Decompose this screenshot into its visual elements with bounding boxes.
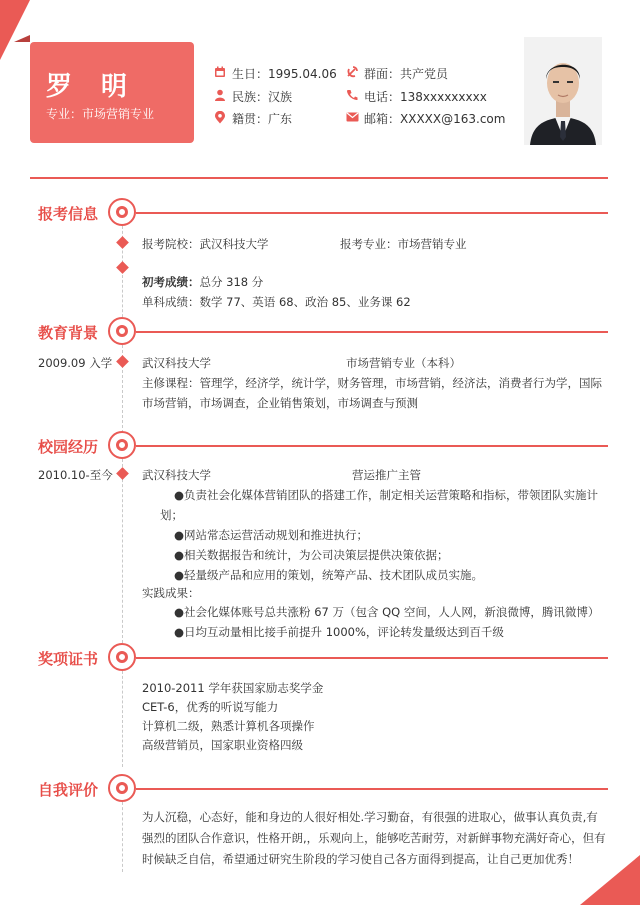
- timeline-diamond-icon: [116, 236, 129, 249]
- phone-icon: [344, 89, 360, 104]
- profile-photo: [524, 37, 602, 145]
- party-emblem-icon: [344, 66, 360, 81]
- candidate-name: 罗 明: [46, 72, 138, 102]
- campus-result-item: ●日均互动量相比接手前提升 1000%，评论转发量级达到百千级: [174, 625, 504, 639]
- timeline-diamond-icon: [116, 261, 129, 274]
- party-info: 群面：共产党员: [344, 65, 448, 82]
- header-divider: [30, 177, 608, 179]
- timeline-diamond-icon: [116, 467, 129, 480]
- section-marker-icon: [108, 643, 136, 671]
- campus-duty-item: ●网站常态运营活动规划和推进执行；: [174, 528, 369, 542]
- location-icon: [212, 111, 228, 127]
- education-school: 武汉科技大学: [142, 356, 211, 370]
- exam-score: 初考成绩：总分 318 分: [142, 275, 264, 289]
- corner-decoration-bottom-right: [580, 855, 640, 905]
- campus-results-label: 实践成果：: [142, 586, 200, 600]
- section-title-education: 教育背景: [38, 324, 99, 342]
- self-eval-line: 时候缺乏自信，希望通过研究生阶段的学习使自己各方面得到提高，让自己更加优秀！: [142, 852, 579, 866]
- birthday-info: 生日：1995.04.06: [212, 65, 337, 82]
- section-title-awards: 奖项证书: [38, 650, 99, 668]
- campus-duty-item: 划；: [160, 508, 183, 522]
- ribbon-fold: [14, 35, 30, 42]
- section-line: [136, 657, 608, 659]
- section-line: [136, 788, 608, 790]
- timeline-diamond-icon: [116, 355, 129, 368]
- exam-subject-scores: 单科成绩：数学 77、英语 68、政治 85、业务课 62: [142, 295, 411, 309]
- education-courses-line2: 市场营销，市场调查，企业销售策划，市场调查与预测: [142, 396, 418, 410]
- person-icon: [212, 89, 228, 104]
- award-item: 计算机二级，熟悉计算机各项操作: [142, 719, 315, 733]
- self-eval-line: 为人沉稳，心态好，能和身边的人很好相处.学习勤奋，有很强的进取心，做事认真负责,有: [142, 810, 598, 824]
- email-info: 邮箱：XXXXX@163.com: [344, 110, 505, 127]
- hometown-info: 籍贯：广东: [212, 110, 292, 127]
- candidate-major: 专业：市场营销专业: [46, 107, 155, 121]
- exam-school: 报考院校：武汉科技大学: [142, 237, 269, 251]
- corner-decoration-top-left: [0, 0, 30, 60]
- campus-date: 2010.10-至今: [38, 468, 113, 482]
- education-major: 市场营销专业（本科）: [346, 356, 461, 370]
- award-item: 高级营销员，国家职业资格四级: [142, 738, 303, 752]
- education-date: 2009.09 入学: [38, 356, 113, 370]
- award-item: CET-6，优秀的听说写能力: [142, 700, 279, 714]
- exam-major: 报考专业：市场营销专业: [340, 237, 467, 251]
- section-marker-icon: [108, 774, 136, 802]
- self-eval-line: 强烈的团队合作意识，性格开朗,，乐观向上，能够吃苦耐劳，对新鲜事物充满好奇心，但有: [142, 831, 606, 845]
- timeline-dashed-line: [122, 671, 123, 767]
- timeline-dashed-line: [122, 459, 123, 643]
- section-title-exam: 报考信息: [38, 205, 99, 223]
- section-line: [136, 445, 608, 447]
- campus-result-item: ●社会化媒体账号总共涨粉 67 万（包含 QQ 空间，人人网，新浪微博，腾讯微博）: [174, 605, 600, 619]
- campus-duty-item: ●轻量级产品和应用的策划，统筹产品、技术团队成员实施。: [174, 568, 484, 582]
- mail-icon: [344, 112, 360, 125]
- section-line: [136, 212, 608, 214]
- section-line: [136, 331, 608, 333]
- timeline-dashed-line: [122, 802, 123, 872]
- section-marker-icon: [108, 431, 136, 459]
- phone-info: 电话：138xxxxxxxxx: [344, 88, 487, 105]
- campus-duty-item: ●相关数据报告和统计，为公司决策层提供决策依据；: [174, 548, 449, 562]
- calendar-icon: [212, 66, 228, 81]
- section-marker-icon: [108, 317, 136, 345]
- ethnicity-info: 民族：汉族: [212, 88, 292, 105]
- section-title-self: 自我评价: [38, 781, 99, 799]
- award-item: 2010-2011 学年获国家励志奖学金: [142, 681, 324, 695]
- campus-org: 武汉科技大学: [142, 468, 211, 482]
- campus-duty-item: ●负责社会化媒体营销团队的搭建工作，制定相关运营策略和指标，带领团队实施计: [174, 488, 599, 502]
- section-title-campus: 校园经历: [38, 438, 99, 456]
- education-courses-line1: 主修课程：管理学，经济学，统计学，财务管理，市场营销，经济法，消费者行为学，国际: [142, 376, 602, 390]
- section-marker-icon: [108, 198, 136, 226]
- campus-role: 营运推广主管: [352, 468, 421, 482]
